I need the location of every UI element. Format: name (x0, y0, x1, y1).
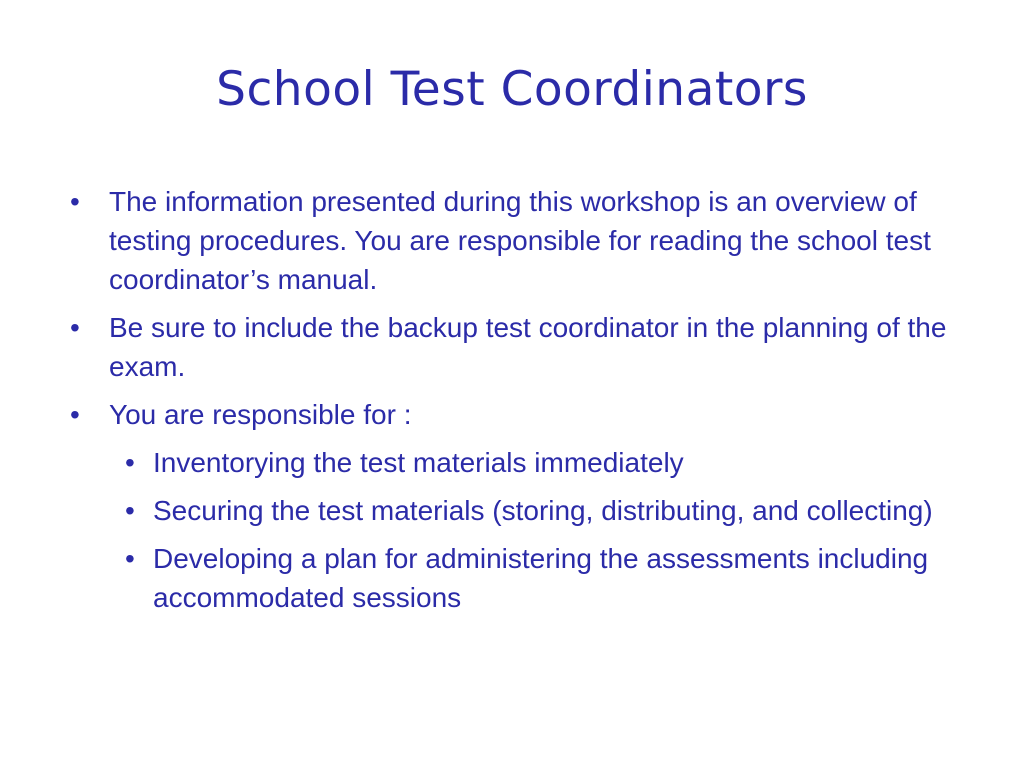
bullet-marker: • (70, 186, 80, 217)
bullet-list (70, 182, 970, 626)
bullet-marker: • (70, 399, 80, 430)
bullet-text: The information presented during this workshop is an overview of testing procedures. You are responsible for reading the school test coordinator’s manual. (109, 186, 931, 295)
sub-bullet-group (70, 443, 970, 617)
sub-bullet-text: Inventorying the test materials immediately (153, 447, 684, 478)
bullet-item (70, 182, 970, 299)
sub-bullet-item (109, 443, 970, 482)
sub-bullet-item (109, 491, 970, 530)
bullet-marker: • (70, 312, 80, 343)
slide-title: School Test Coordinators (216, 62, 808, 117)
bullet-item (70, 308, 970, 386)
sub-bullet-marker: • (125, 543, 135, 574)
sub-bullet-marker: • (125, 495, 135, 526)
bullet-item (70, 395, 970, 434)
sub-bullet-text: Securing the test materials (storing, distributing, and collecting) (153, 495, 933, 526)
sub-bullet-marker: • (125, 447, 135, 478)
sub-bullet-text: Developing a plan for administering the assessments including accommodated sessions (153, 543, 929, 613)
bullet-text: You are responsible for : (109, 399, 412, 430)
sub-bullet-list (109, 443, 970, 617)
bullet-text: Be sure to include the backup test coordinator in the planning of the exam. (109, 312, 947, 382)
sub-bullet-item (109, 539, 970, 617)
